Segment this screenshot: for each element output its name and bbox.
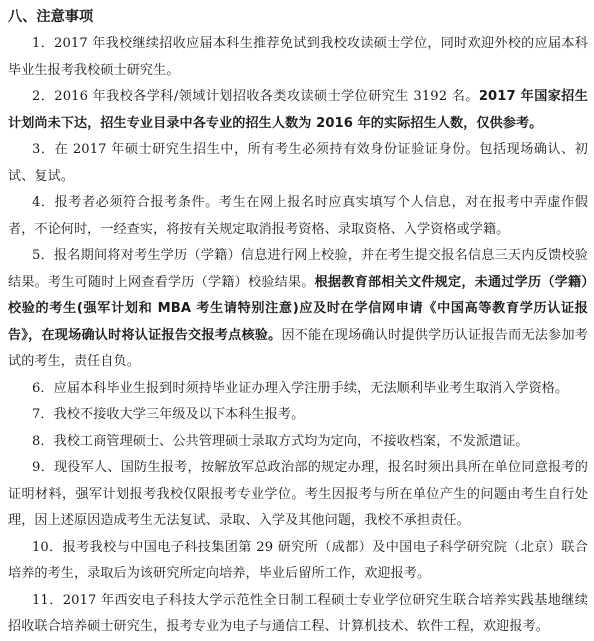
notice-text: 因不能在现场确认时提供学历认证报告而无法参加考试的考生，责任自负。	[8, 327, 588, 369]
notice-item-11	[8, 588, 588, 641]
notice-item-7	[8, 402, 588, 429]
section-title: 八、注意事项	[8, 9, 94, 25]
notice-item-2	[8, 84, 588, 137]
notice-emphasis: 根据教育部相关文件规定，未通过学历（学籍）校验的考生(强军计划和 MBA 考生请特别注意)应及时在学信网申请《中国高等教育学历认证报告》，在现场确认时将认证报告交报考点核验。	[8, 274, 588, 343]
notice-text: 9．现役军人、国防生报考，按解放军总政治部的规定办理，报名时须出具所在单位同意报考的证明材料，强军计划报考我校仅限报考专业学位。考生因报考与所在单位产生的问题由考生自行处理，因上述原因造成考生无法复试、录取、入学及其他问题，我校不承担责任。	[8, 460, 588, 528]
notice-text: 11．2017 年西安电子科技大学示范性全日制工程硕士专业学位研究生联合培养实践基地继续招收联合培养硕士研究生，报考专业为电子与通信工程、计算机技术、软件工程，欢迎报考。	[8, 592, 588, 634]
notice-text: 6．应届本科毕业生报到时须持毕业证办理入学注册手续，无法顺利毕业考生取消入学资格。	[32, 380, 569, 396]
notice-item-8	[8, 429, 588, 456]
notice-item-3	[8, 137, 588, 190]
notice-item-10	[8, 535, 588, 588]
notice-text: 5．报名期间将对考生学历（学籍）信息进行网上校验，并在考生提交报名信息三天内反馈校验结果。考生可随时上网查看学历（学籍）校验结果。	[8, 248, 588, 290]
notice-text: 7．我校不接收大学三年级及以下本科生报考。	[32, 407, 305, 422]
notice-text: 8．我校工商管理硕士、公共管理硕士录取方式均为定向，不接收档案，不发派遣证。	[32, 433, 529, 449]
notice-item-1	[8, 31, 588, 84]
notice-text: 4．报考者必须符合报考条件。考生在网上报名时应真实填写个人信息，对在报考中弄虚作假者，不论何时，一经查实，将按有关规定取消报考资格、录取资格、入学资格或学籍。	[8, 195, 588, 237]
notice-text: 10．报考我校与中国电子科技集团第 29 研究所（成都）及中国电子科学研究院（北京）联合培养的考生，录取后为该研究所定向培养，毕业后留所工作，欢迎报考。	[8, 539, 588, 581]
notice-text: 3．在 2017 年硕士研究生招生中，所有考生必须持有效身份证验证身份。包括现场确认、初试、复试。	[8, 142, 588, 184]
notice-item-4	[8, 190, 588, 243]
notice-item-5	[8, 243, 588, 376]
notice-list	[8, 31, 588, 641]
notice-text: 1．2017 年我校继续招收应届本科生推荐免试到我校攻读硕士学位，同时欢迎外校的应届本科毕业生报考我校硕士研究生。	[8, 36, 588, 78]
notice-text: 2．2016 年我校各学科/领域计划招收各类攻读硕士学位研究生 3192 名。	[32, 89, 479, 104]
notice-item-6	[8, 376, 588, 403]
notice-emphasis: 2017 年国家招生计划尚未下达，招生专业目录中各专业的招生人数为 2016 年的实际招生人数，仅供参考。	[8, 89, 588, 131]
notice-item-9	[8, 455, 588, 535]
